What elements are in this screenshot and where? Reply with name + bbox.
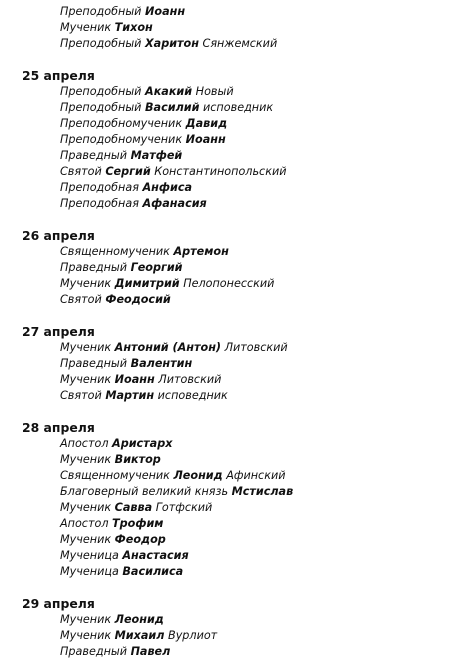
saint-name: Тихон bbox=[114, 21, 153, 34]
saint-name: Трофим bbox=[112, 517, 164, 530]
saint-rank: Апостол bbox=[60, 517, 109, 530]
saint-epithet: Афинский bbox=[226, 469, 286, 482]
saint-name: Михаил bbox=[114, 629, 165, 642]
saint-entry bbox=[0, 452, 475, 468]
saint-rank: Мученик bbox=[60, 341, 112, 354]
saint-entry bbox=[0, 612, 475, 628]
saint-rank: Преподобная bbox=[60, 181, 139, 194]
saint-entry bbox=[0, 292, 475, 308]
saint-name: Анастасия bbox=[122, 549, 189, 562]
saint-epithet: Готфский bbox=[155, 501, 213, 514]
date-heading: 27 апреля bbox=[22, 324, 95, 339]
saint-entry bbox=[0, 180, 475, 196]
saint-entry bbox=[0, 548, 475, 564]
saint-entry bbox=[0, 148, 475, 164]
saint-entry bbox=[0, 628, 475, 644]
saint-epithet: исповедник bbox=[157, 389, 228, 402]
saint-rank: Мученик bbox=[60, 277, 112, 290]
saint-rank: Мученица bbox=[60, 565, 119, 578]
saint-rank: Преподобномученик bbox=[60, 117, 183, 130]
group-spacer bbox=[0, 404, 475, 420]
saint-entry bbox=[0, 84, 475, 100]
saint-rank: Священномученик bbox=[60, 245, 170, 258]
saint-name: Акакий bbox=[145, 85, 193, 98]
saint-entry bbox=[0, 532, 475, 548]
saint-epithet: Новый bbox=[195, 85, 234, 98]
saint-rank: Священномученик bbox=[60, 469, 170, 482]
saint-entry bbox=[0, 372, 475, 388]
saint-name: Иоанн bbox=[145, 5, 186, 18]
saint-rank: Святой bbox=[60, 293, 102, 306]
saint-rank: Мученик bbox=[60, 533, 112, 546]
saint-entry bbox=[0, 276, 475, 292]
saint-rank: Мученик bbox=[60, 501, 112, 514]
saint-rank: Преподобный bbox=[60, 85, 142, 98]
saint-rank: Праведный bbox=[60, 645, 127, 658]
saint-rank: Преподобная bbox=[60, 197, 139, 210]
saint-name: Павел bbox=[130, 645, 171, 658]
saint-rank: Мученик bbox=[60, 613, 112, 626]
saint-rank: Преподобный bbox=[60, 37, 142, 50]
saint-rank: Праведный bbox=[60, 357, 127, 370]
saint-name: Иоанн bbox=[185, 133, 226, 146]
saint-entry bbox=[0, 564, 475, 580]
saint-entry bbox=[0, 20, 475, 36]
group-spacer bbox=[0, 212, 475, 228]
group-spacer bbox=[0, 308, 475, 324]
saint-entry bbox=[0, 484, 475, 500]
saints-calendar bbox=[0, 4, 475, 660]
saint-name: Мстислав bbox=[231, 485, 294, 498]
saint-name: Мартин bbox=[105, 389, 155, 402]
date-heading: 28 апреля bbox=[22, 420, 95, 435]
saint-name: Антоний (Антон) bbox=[114, 341, 222, 354]
saint-rank: Преподобный bbox=[60, 101, 142, 114]
group-spacer bbox=[0, 52, 475, 68]
saint-name: Виктор bbox=[114, 453, 161, 466]
saint-name: Савва bbox=[114, 501, 153, 514]
saint-name: Давид bbox=[185, 117, 228, 130]
saint-entry bbox=[0, 100, 475, 116]
saint-epithet: Литовский bbox=[158, 373, 222, 386]
saint-rank: Мученик bbox=[60, 373, 112, 386]
saint-epithet: Литовский bbox=[224, 341, 288, 354]
saint-entry bbox=[0, 4, 475, 20]
saint-name: Леонид bbox=[173, 469, 223, 482]
saint-rank: Благоверный великий князь bbox=[60, 485, 229, 498]
saint-rank: Праведный bbox=[60, 261, 127, 274]
saint-rank: Преподобномученик bbox=[60, 133, 183, 146]
saint-epithet: Сянжемский bbox=[202, 37, 278, 50]
saint-name: Сергий bbox=[105, 165, 151, 178]
saint-rank: Мученик bbox=[60, 21, 112, 34]
saint-entry bbox=[0, 516, 475, 532]
saint-entry bbox=[0, 36, 475, 52]
saint-name: Василиса bbox=[122, 565, 184, 578]
saint-entry bbox=[0, 468, 475, 484]
saint-name: Феодосий bbox=[105, 293, 171, 306]
date-heading: 26 апреля bbox=[22, 228, 95, 243]
saint-name: Василий bbox=[145, 101, 200, 114]
saint-entry bbox=[0, 644, 475, 660]
date-heading: 29 апреля bbox=[22, 596, 95, 611]
saint-epithet: Пелопонесский bbox=[183, 277, 275, 290]
saint-entry bbox=[0, 164, 475, 180]
saint-rank: Мученица bbox=[60, 549, 119, 562]
saint-name: Харитон bbox=[145, 37, 199, 50]
saint-name: Иоанн bbox=[114, 373, 155, 386]
saint-epithet: исповедник bbox=[203, 101, 274, 114]
saint-entry bbox=[0, 340, 475, 356]
saint-rank: Апостол bbox=[60, 437, 109, 450]
saint-name: Феодор bbox=[114, 533, 166, 546]
saint-entry bbox=[0, 244, 475, 260]
saint-rank: Преподобный bbox=[60, 5, 142, 18]
saint-epithet: Константинопольский bbox=[154, 165, 287, 178]
saint-entry bbox=[0, 116, 475, 132]
saint-epithet: Вурлиот bbox=[168, 629, 218, 642]
saint-name: Георгий bbox=[130, 261, 183, 274]
saint-rank: Святой bbox=[60, 165, 102, 178]
saint-rank: Мученик bbox=[60, 453, 112, 466]
saint-entry bbox=[0, 388, 475, 404]
saint-entry bbox=[0, 500, 475, 516]
saint-name: Анфиса bbox=[142, 181, 193, 194]
saint-name: Артемон bbox=[173, 245, 229, 258]
saint-rank: Святой bbox=[60, 389, 102, 402]
saint-name: Валентин bbox=[130, 357, 193, 370]
date-heading: 25 апреля bbox=[22, 68, 95, 83]
saint-name: Аристарх bbox=[112, 437, 173, 450]
saint-entry bbox=[0, 260, 475, 276]
saint-rank: Праведный bbox=[60, 149, 127, 162]
saint-entry bbox=[0, 196, 475, 212]
saint-rank: Мученик bbox=[60, 629, 112, 642]
saint-name: Матфей bbox=[130, 149, 183, 162]
saint-name: Димитрий bbox=[114, 277, 180, 290]
saint-entry bbox=[0, 132, 475, 148]
saint-name: Афанасия bbox=[142, 197, 207, 210]
saint-entry bbox=[0, 356, 475, 372]
group-spacer bbox=[0, 580, 475, 596]
saint-entry bbox=[0, 436, 475, 452]
saint-name: Леонид bbox=[114, 613, 164, 626]
